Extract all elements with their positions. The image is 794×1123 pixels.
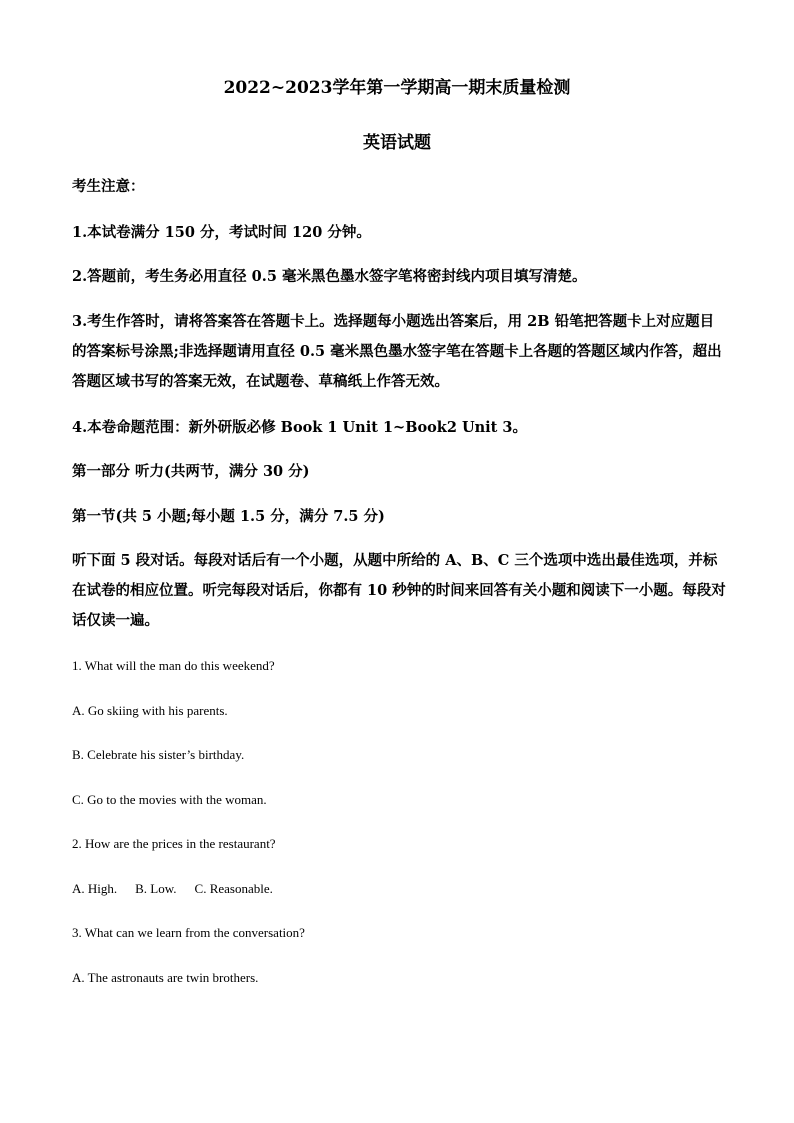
notice-item-4: 4.本卷命题范围：新外研版必修 Book 1 Unit 1~Book2 Unit 3。: [72, 419, 528, 436]
question-2-option-c: C. Reasonable.: [194, 881, 273, 896]
section1-heading: 第一节(共 5 小题;每小题 1.5 分，满分 7.5 分): [72, 508, 385, 525]
notice-heading: 考生注意：: [72, 178, 145, 195]
listening-instructions: 听下面 5 段对话。每段对话后有一个小题，从题中所给的 A、B、C 三个选项中选出最佳选项，并标在试卷的相应位置。听完每段对话后，你都有 10 秒钟的时间来回答有关小题和阅读下一小题。每段对话仅读一遍。: [72, 552, 726, 629]
notice-item-2: 2.答题前，考生务必用直径 0.5 毫米黑色墨水签字笔将密封线内项目填写清楚。: [72, 268, 587, 285]
notice-item-3: 3.考生作答时，请将答案答在答题卡上。选择题每小题选出答案后，用 2B 铅笔把答题卡上对应题目的答案标号涂黑;非选择题请用直径 0.5 毫米黑色墨水签字笔在答题卡上各题的答题区域内作答，超出答题区域书写的答案无效，在试题卷、草稿纸上作答无效。: [72, 313, 722, 390]
exam-subject: 英语试题: [363, 133, 431, 153]
question-1-option-b: B. Celebrate his sister’s birthday.: [72, 747, 245, 762]
question-1-stem: 1. What will the man do this weekend?: [72, 658, 275, 673]
question-1-option-a: A. Go skiing with his parents.: [72, 703, 228, 718]
question-2-stem: 2. How are the prices in the restaurant?: [72, 836, 276, 851]
question-2-options: [72, 881, 291, 897]
notice-item-1: 1.本试卷满分 150 分，考试时间 120 分钟。: [72, 224, 371, 241]
question-2-option-a: A. High.: [72, 881, 118, 896]
question-3-stem: 3. What can we learn from the conversation?: [72, 925, 305, 940]
question-3-option-a: A. The astronauts are twin brothers.: [72, 970, 259, 985]
exam-title: 2022~2023学年第一学期高一期末质量检测: [223, 78, 571, 98]
question-2-option-b: B. Low.: [135, 881, 177, 896]
part1-heading: 第一部分 听力(共两节，满分 30 分): [72, 463, 310, 480]
question-1-option-c: C. Go to the movies with the woman.: [72, 792, 267, 807]
